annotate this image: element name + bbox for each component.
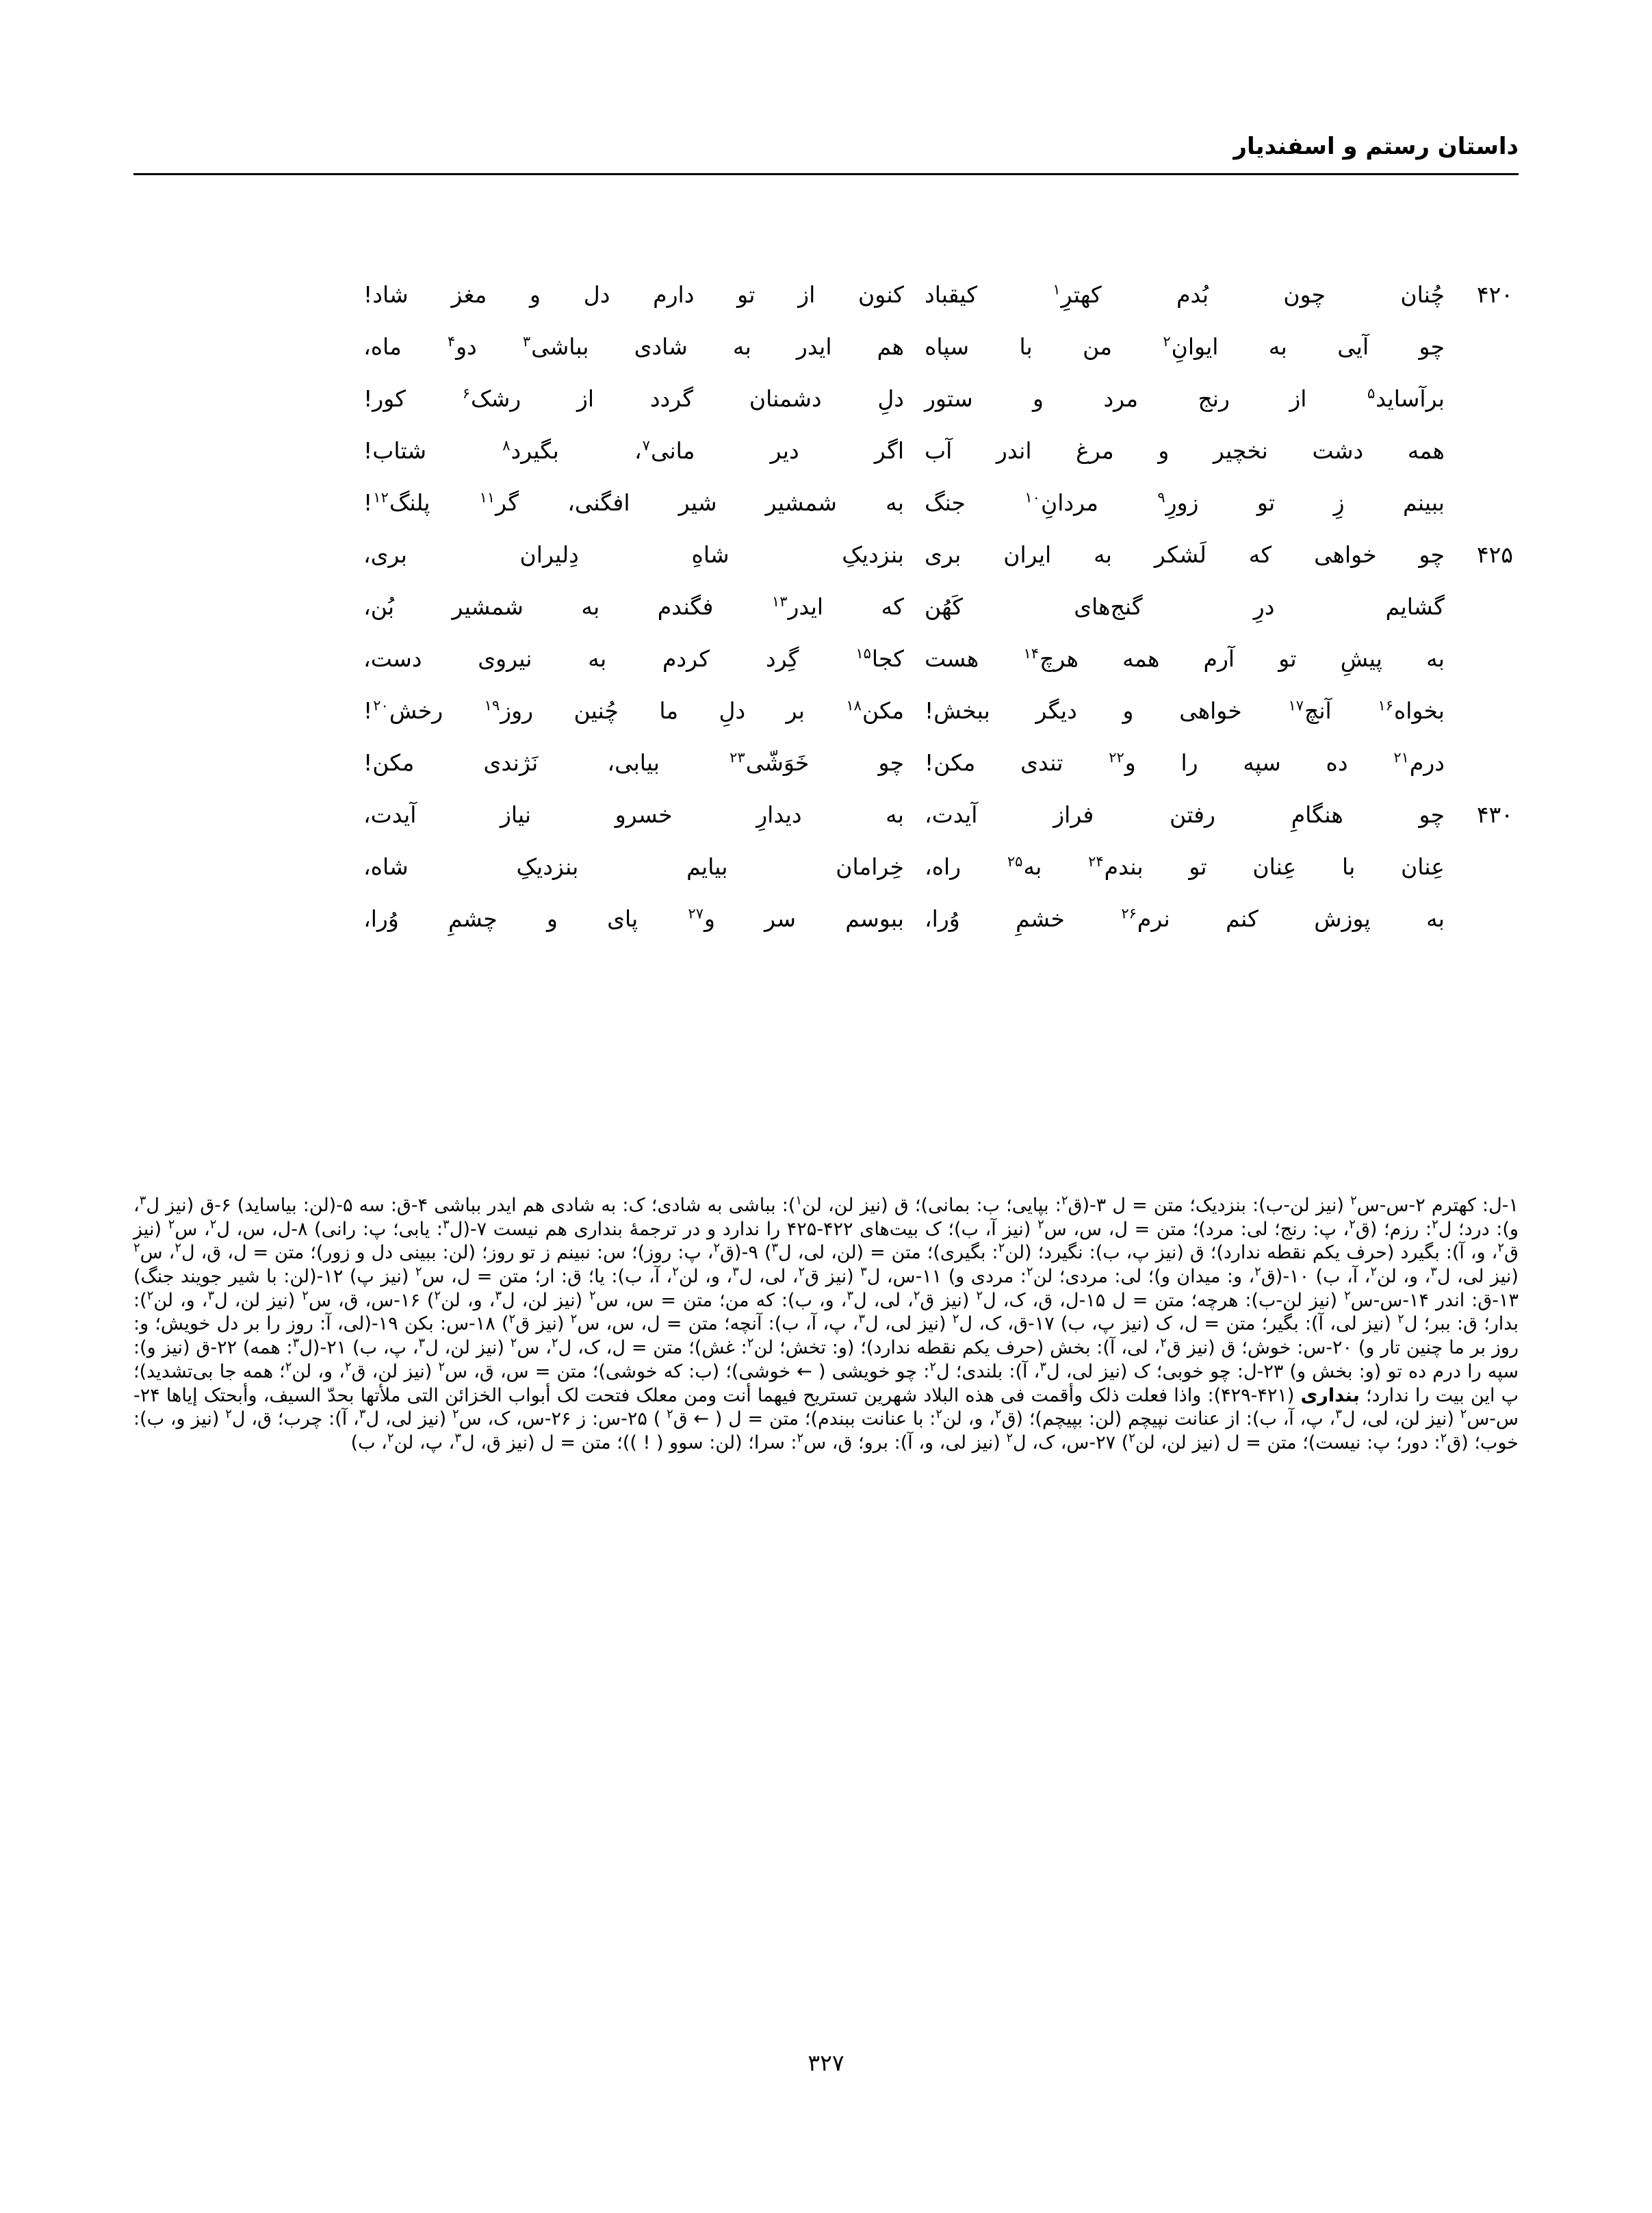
verse-row <box>133 697 1519 749</box>
hemistich-second: ببوسم سر و$^{۲۷}$ پای و چشمِ وُرا، <box>363 905 904 932</box>
hemistich-second: مکن$^{۱۸}$ بر دلِ ما چُنین روز$^{۱۹}$ رخش$^{۲۰}$! <box>363 697 904 724</box>
critical-apparatus <box>133 1194 1519 1455</box>
verse-row <box>133 801 1519 853</box>
hemistich-second: بنزدیکِ شاهِ دِلیران بری، <box>363 541 904 568</box>
page-number: ۳۲۷ <box>808 2049 844 2076</box>
verse-row <box>133 645 1519 697</box>
verse-row <box>133 489 1519 541</box>
hemistich-first: ببینم زِ تو زورِ$^۹$ مردانِ$^{۱۰}$ جنگ <box>925 489 1445 516</box>
hemistich-first: همه دشت نخچیر و مرغ اندر آب <box>925 437 1445 464</box>
verse-row <box>133 333 1519 385</box>
hemistich-first: برآساید$^۵$ از رنج مرد و ستور <box>925 385 1445 412</box>
hemistich-second: به دیدارِ خسرو نیاز آیدت، <box>363 801 904 828</box>
header-divider <box>133 173 1519 175</box>
hemistich-first: چُنان چون بُدم کهترِ$^۱$ کیقباد <box>925 281 1445 308</box>
hemistich-first: عِنان با عِنان تو بندم$^{۲۴}$ به$^{۲۵}$ راه، <box>925 853 1445 880</box>
hemistich-first: به پیشِ تو آرم همه هرچ$^{۱۴}$ هست <box>925 645 1445 672</box>
verse-row <box>133 593 1519 645</box>
running-head <box>133 134 1519 182</box>
hemistich-first: درم$^{۲۱}$ ده سپه را و$^{۲۲}$ تندی مکن! <box>925 749 1445 776</box>
hemistich-first: چو هنگامِ رفتن فراز آیدت، <box>925 801 1445 828</box>
hemistich-second: چو خَوَشّی$^{۲۳}$ بیابی، نَژندی مکن! <box>363 749 904 776</box>
verse-number: ۴۲۵ <box>1476 541 1513 568</box>
hemistich-second: کجا$^{۱۵}$ گِرد کردم به نیروی دست، <box>363 645 904 672</box>
verse-block <box>133 281 1519 957</box>
verse-number: ۴۲۰ <box>1476 281 1513 308</box>
hemistich-second: کنون از تو دارم دل و مغز شاد! <box>363 281 904 308</box>
hemistich-first: به پوزش کنم نرم$^{۲۶}$ خشمِ وُرا، <box>925 905 1445 932</box>
verse-number: ۴۳۰ <box>1476 801 1513 828</box>
hemistich-second: به شمشیر شیر افگنی، گر$^{۱۱}$ پلنگ$^{۱۲}$! <box>363 489 904 516</box>
hemistich-second: خِرامان بیایم بنزدیکِ شاه، <box>363 853 904 880</box>
hemistich-second: دلِ دشمنان گردد از رشک$^۶$ کور! <box>363 385 904 412</box>
hemistich-first: چو خواهی که لَشکر به ایران بری <box>925 541 1445 568</box>
hemistich-first: چو آیی به ایوانِ$^۲$ من با سپاه <box>925 333 1445 360</box>
hemistich-second: هم ایدر به شادی بباشی$^۳$ دو$^۴$ ماه، <box>363 333 904 360</box>
hemistich-first: گشایم درِ گنج‌های کَهُن <box>925 593 1445 620</box>
verse-row <box>133 385 1519 437</box>
running-head-title: داستان رستم و اسفندیار <box>1233 133 1519 160</box>
apparatus-entry: ۱-ل: کهترم ۲-س-س$^۲$ (نیز لن-ب): بنزدیک؛ متن = ل ۳-(ق$^۲$: بپایی؛ ب: بمانی)؛ ق (نیز لن، لن$^۱$): بباشی به شادی؛ ک: به شادی هم ایدر بباشی ۴-ق: سه ۵-(لن: بیاساید) ۶-ق (نیز ل$^۳$، و): درد؛ ل$^۲$: رزم؛ (ق$^۲$، پ: رنج؛ لی: مرد)؛ متن = ل، س، س$^۲$ (نیز آ، ب)؛ ک بیت‌های ۴۲۲-۴۲۵ را ندارد و در ترجمهٔ بنداری هم نیست ۷-(ل$^۳$: یابی؛ پ: رانی) ۸-ل، س، ل$^۲$، س$^۲$ (نیز ق$^۲$، و، آ): بگیرد (حرف یکم نقطه ندارد)؛ ق (نیز پ، ب): نگیرد؛ (لن$^۲$: بگیری)؛ متن = (لن، لی، ل$^۳$) ۹-(ق$^۲$، پ: روز)؛ س: نبینم ز تو روز؛ (لن: ببینی دل و زور)؛ متن = ل، ق، ل$^۲$، س$^۲$ (نیز لی، ل$^۳$، و، لن$^۲$، آ، ب) ۱۰-(ق$^۲$، و: میدان و)؛ لی: مردی؛ لن$^۲$: مردی و) ۱۱-س، ل$^۳$ (نیز ق$^۲$، لی، ل$^۳$، و، لن$^۲$، آ، ب): یا؛ ق: ار؛ متن = ل، س$^۲$ (نیز پ) ۱۲-(لن: با شیر جویند جنگ) ۱۳-ق: اندر ۱۴-س-س$^۲$ (نیز لن-ب): هرچه؛ متن = ل ۱۵-ل، ق، ک، ل$^۲$ (نیز ق$^۲$، لی، ل$^۳$، و، ب): که من؛ متن = س، س$^۲$ (نیز لن، ل$^۳$، و، لن$^۲$) ۱۶-س، ق، س$^۲$ (نیز لن، ل$^۳$، و، لن$^۲$): بدار؛ ق: ببر؛ ل$^۲$ (نیز لی، آ): بگیر؛ متن = ل، ک (نیز پ، ب) ۱۷-ق، ک، ل$^۲$ (نیز لی، ل$^۳$، پ، آ، ب): آنچه؛ متن = ل، س، س$^۲$ (نیز ق$^۲$) ۱۸-س: بکن ۱۹-(لی، آ: روز را بر دل خویش؛ و: روز بر ما چنین تار و) ۲۰-س: خوش؛ ق (نیز ق$^۲$، لی، آ): بخش (حرف یکم نقطه ندارد)؛ (و: تخش؛ لن$^۲$: غش)؛ متن = ل، ک، ل$^۲$، س$^۲$ (نیز لن، ل$^۳$، پ، ب) ۲۱-(ل$^۳$: همه) ۲۲-ق (نیز و): سپه را درم ده تو (و: بخش و) ۲۳-ل: چو خوبی؛ ک (نیز لی، ل$^۳$، آ): بلندی؛ ل$^۲$: چو خویشی ( ← خوشی)؛ (ب: که خوشی)؛ متن = س، ق، س$^۲$ (نیز لن، ق$^۲$، و، لن$^۲$؛ همه جا بی‌تشدید)؛ پ این بیت را ندارد؛ بنداری (۴۲۱-۴۲۹): واذا فعلت ذلک وأقمت فی هذه البلاد شهرین تستریح فیهما أنت ومن معلک فتحت لک أبواب الخزائن التی ملأتها بحدّ السیف، وأبحتک إیاها ۲۴-س-س$^۲$ (نیز لن، لی، ل$^۳$، پ، آ، ب): از عنانت نپیچم (لن: بپیچم)؛ (ق$^۲$، و، لن$^۲$: با عنانت ببندم)؛ متن = ل ( ← ق$^۲$ ) ۲۵-س: ز ۲۶-س، ک، س$^۲$ (نیز لی، ل$^۳$، آ): چرب؛ ق، ل$^۲$ (نیز و، ب): خوب؛ (ق$^۲$: دور؛ پ: نیست)؛ متن = ل (نیز لن، لن$^۲$) ۲۷-س، ک، ل$^۲$ (نیز لی، و، آ): برو؛ ق، س$^۲$: سرا؛ (لن: سوو ( ! ))؛ متن = ل (نیز ق، ل$^۳$، پ، لن$^۲$، ب) <box>133 1193 1519 1453</box>
verse-row <box>133 853 1519 905</box>
verse-row <box>133 437 1519 489</box>
verse-row <box>133 541 1519 593</box>
verse-row <box>133 749 1519 801</box>
hemistich-second: اگر دیر مانی$^۷$، بگیرد$^۸$ شتاب! <box>363 437 904 464</box>
verse-row <box>133 281 1519 333</box>
hemistich-first: بخواه$^{۱۶}$ آنچ$^{۱۷}$ خواهی و دیگر ببخش! <box>925 697 1445 724</box>
hemistich-second: که ایدر$^{۱۳}$ فگندم به شمشیر بُن، <box>363 593 904 620</box>
verse-row <box>133 905 1519 957</box>
